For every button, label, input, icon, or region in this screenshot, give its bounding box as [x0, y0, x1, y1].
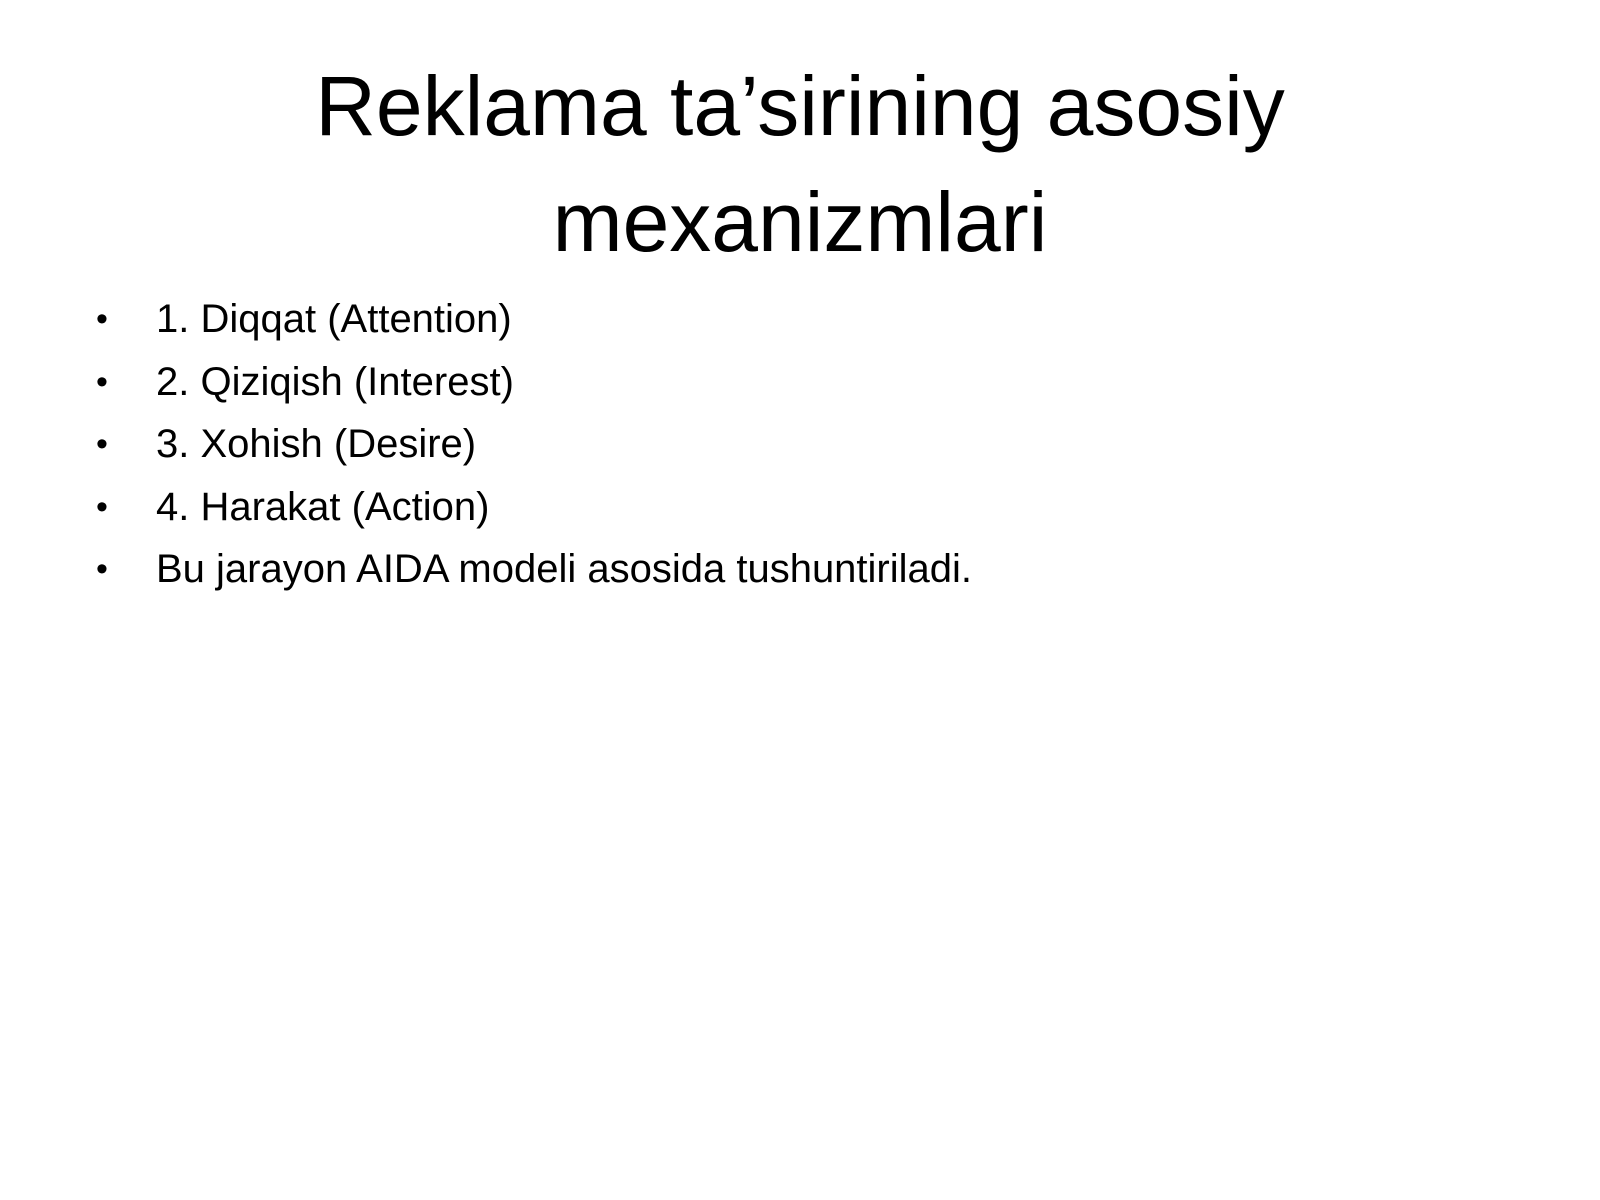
bullet-icon: • [96, 300, 108, 338]
slide-title: Reklama ta’sirining asosiy mexanizmlari [315, 59, 1285, 269]
bullet-text: 1. Diqqat (Attention) [156, 297, 512, 341]
bullet-icon: • [96, 487, 108, 526]
bullet-text: 3. Xohish (Desire) [156, 422, 477, 466]
bullet-text: 2. Qiziqish (Interest) [156, 359, 514, 404]
bullet-icon: • [96, 550, 108, 588]
bullet-text: 4. Harakat (Action) [156, 484, 490, 529]
list-item [92, 413, 1492, 476]
list-item [92, 351, 1492, 414]
list-item [92, 538, 1492, 601]
bullet-list [92, 288, 1492, 601]
bullet-icon: • [96, 362, 108, 401]
bullet-icon: • [96, 425, 108, 463]
list-item [92, 476, 1492, 539]
bullet-text: Bu jarayon AIDA modeli asosida tushuntiriladi. [156, 547, 973, 591]
list-item [92, 288, 1492, 351]
